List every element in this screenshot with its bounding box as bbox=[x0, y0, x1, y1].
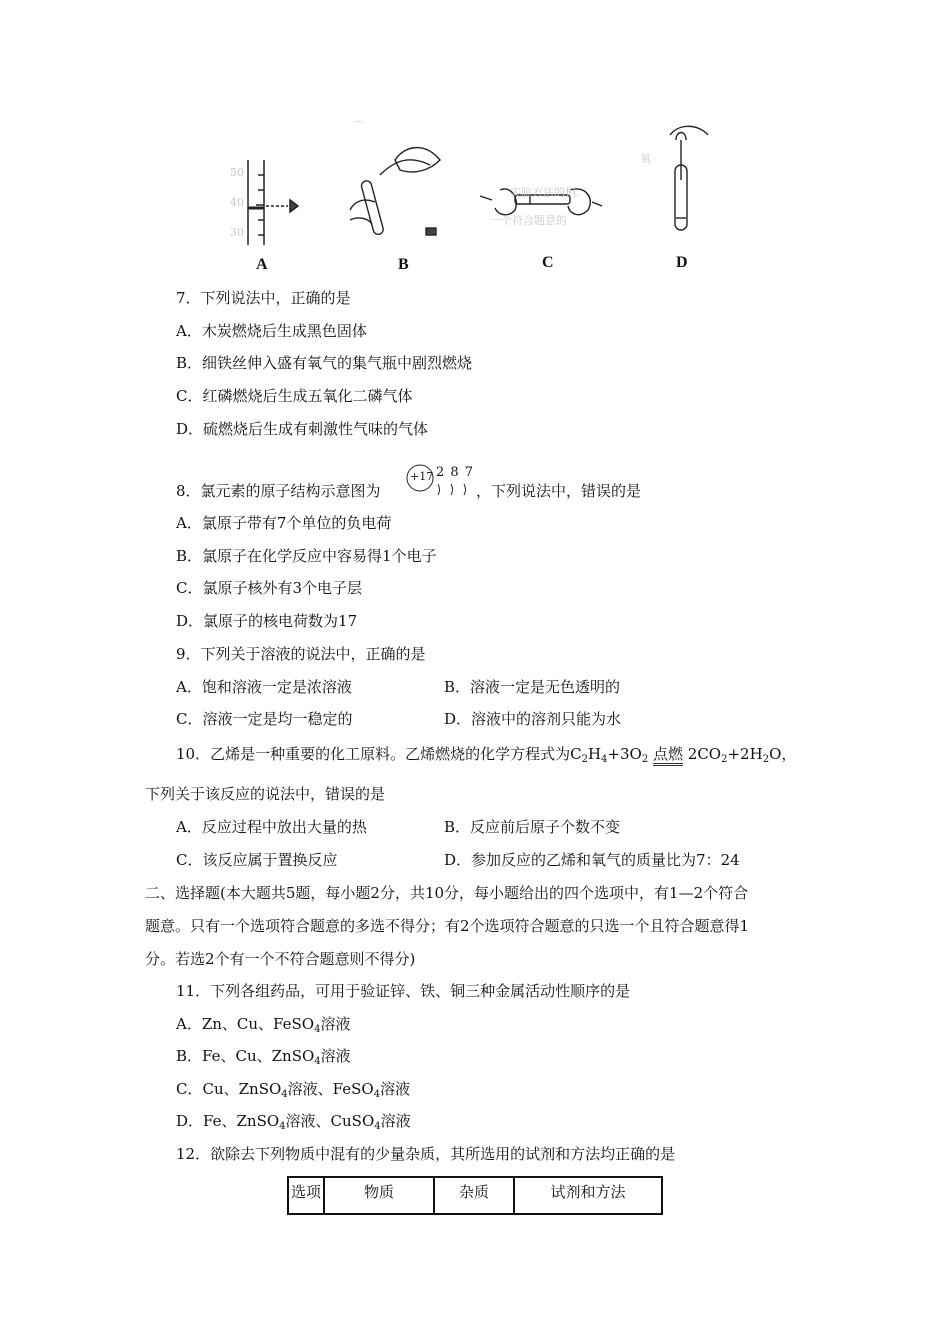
q11-option-d: D．Fe、ZnSO$_4$溶液、CuSO$_4$溶液 bbox=[176, 1112, 411, 1132]
q10-option-b: B．反应前后原子个数不变 bbox=[444, 818, 621, 836]
chlorine-atom-diagram bbox=[405, 462, 475, 496]
q11-c-text-2: 溶液、FeSO bbox=[287, 1080, 374, 1098]
q11-d-suffix: 溶液 bbox=[380, 1112, 411, 1130]
q8-option-c: C．氯原子核外有3个电子层 bbox=[176, 579, 363, 597]
q11-stem: 11．下列各组药品，可用于验证锌、铁、铜三种金属活动性顺序的是 bbox=[176, 982, 631, 1000]
q10-option-d: D．参加反应的乙烯和氧气的质量比为7：24 bbox=[444, 851, 740, 869]
q8-option-b: B．氯原子在化学反应中容易得1个电子 bbox=[176, 547, 437, 565]
q7-option-c: C．红磷燃烧后生成五氧化二磷气体 bbox=[176, 387, 413, 405]
graduated-cylinder bbox=[248, 160, 298, 245]
section2-intro-line2: 题意。只有一个选项符合题意的多选不得分；有2个选项符合题意的只选一个且符合题意得1 bbox=[145, 917, 750, 935]
q11-a-text: A．Zn、Cu、FeSO bbox=[176, 1015, 315, 1033]
tick-50: 50 bbox=[230, 166, 244, 179]
figure-label-a: A bbox=[256, 256, 268, 273]
q7-option-a: A．木炭燃烧后生成黑色固体 bbox=[176, 322, 367, 340]
header-reagent-method: 试剂和方法 bbox=[514, 1177, 662, 1214]
pouring-liquid bbox=[350, 148, 440, 236]
q7-stem: 7．下列说法中，正确的是 bbox=[176, 289, 351, 307]
q11-c-text-1: C．Cu、ZnSO bbox=[176, 1080, 282, 1098]
q7-option-b: B．细铁丝伸入盛有氧气的集气瓶中剧烈燃烧 bbox=[176, 354, 473, 372]
q10-stem: 10．乙烯是一种重要的化工原料。乙烯燃烧的化学方程式为$C_2H_4+3O_2$ 点燃 $2CO_2+2H_2O$， bbox=[176, 745, 797, 765]
figure-label-b: B bbox=[398, 256, 409, 273]
q9-option-d: D．溶液中的溶剂只能为水 bbox=[444, 710, 622, 728]
q9-option-c: C．溶液一定是均一稳定的 bbox=[176, 710, 353, 728]
section2-intro-line1: 二、选择题(本大题共5题，每小题2分，共10分，每小题给出的四个选项中，有1—2个符合 bbox=[145, 884, 749, 902]
q10-stem-pre: 10．乙烯是一种重要的化工原料。乙烯燃烧的化学方程式为C bbox=[176, 745, 582, 763]
figure-label-d: D bbox=[676, 254, 688, 271]
q11-b-text: B．Fe、Cu、ZnSO bbox=[176, 1047, 315, 1065]
figure-label-c: C bbox=[542, 254, 554, 271]
reaction-condition: 点燃 bbox=[653, 745, 683, 766]
q8-option-a: A．氯原子带有7个单位的负电荷 bbox=[176, 514, 392, 532]
q8-option-d: D．氯原子的核电荷数为17 bbox=[176, 612, 358, 630]
tick-30: 30 bbox=[230, 226, 244, 239]
q9-option-b: B．溶液一定是无色透明的 bbox=[444, 678, 621, 696]
q12-stem: 12．欲除去下列物质中混有的少量杂质，其所选用的试剂和方法均正确的是 bbox=[176, 1145, 676, 1163]
q11-option-c: C．Cu、ZnSO$_4$溶液、FeSO$_4$溶液 bbox=[176, 1080, 411, 1100]
section2-intro-line3: 分。若选2个有一个不符合题意则不得分) bbox=[145, 950, 416, 968]
bleed-4: 一个符合题意的 bbox=[490, 214, 567, 227]
q10-option-c: C．该反应属于置换反应 bbox=[176, 851, 338, 869]
q12-table bbox=[287, 1176, 663, 1215]
q9-stem: 9．下列关于溶液的说法中，正确的是 bbox=[176, 645, 426, 663]
header-substance: 物质 bbox=[324, 1177, 434, 1214]
q9-option-a: A．饱和溶液一定是浓溶液 bbox=[176, 678, 352, 696]
bleed-1: 一· bbox=[350, 116, 365, 129]
q11-d-text-1: D．Fe、ZnSO bbox=[176, 1112, 280, 1130]
q8-stem-post: ，下列说法中，错误的是 bbox=[476, 482, 642, 500]
q10-option-a: A．反应过程中放出大量的热 bbox=[176, 818, 367, 836]
q11-a-suffix: 溶液 bbox=[320, 1015, 351, 1033]
bleed-3: 实验方法的相. bbox=[510, 186, 580, 199]
q11-d-text-2: 溶液、CuSO bbox=[285, 1112, 375, 1130]
electron-shells: 2 8 7 bbox=[436, 465, 475, 480]
header-option: 选项 bbox=[288, 1177, 324, 1214]
table-header-row bbox=[288, 1177, 662, 1214]
dropper-test-tube bbox=[670, 126, 708, 230]
q11-option-a: A．Zn、Cu、FeSO$_4$溶液 bbox=[176, 1015, 351, 1035]
q11-b-suffix: 溶液 bbox=[320, 1047, 351, 1065]
q8-stem-pre: 8．氯元素的原子结构示意图为 bbox=[176, 482, 381, 500]
bleed-2: 氧 bbox=[640, 152, 651, 165]
apparatus-figure bbox=[230, 116, 730, 280]
q11-option-b: B．Fe、Cu、ZnSO$_4$溶液 bbox=[176, 1047, 351, 1067]
header-impurity: 杂质 bbox=[434, 1177, 514, 1214]
q11-c-suffix: 溶液 bbox=[380, 1080, 411, 1098]
q10-stem-line2: 下列关于该反应的说法中，错误的是 bbox=[145, 785, 386, 803]
q7-option-d: D．硫燃烧后生成有刺激性气味的气体 bbox=[176, 420, 429, 438]
apparatus-drawing bbox=[230, 120, 730, 280]
nucleus-charge: +17 bbox=[410, 470, 434, 483]
tick-40: 40 bbox=[230, 196, 244, 209]
